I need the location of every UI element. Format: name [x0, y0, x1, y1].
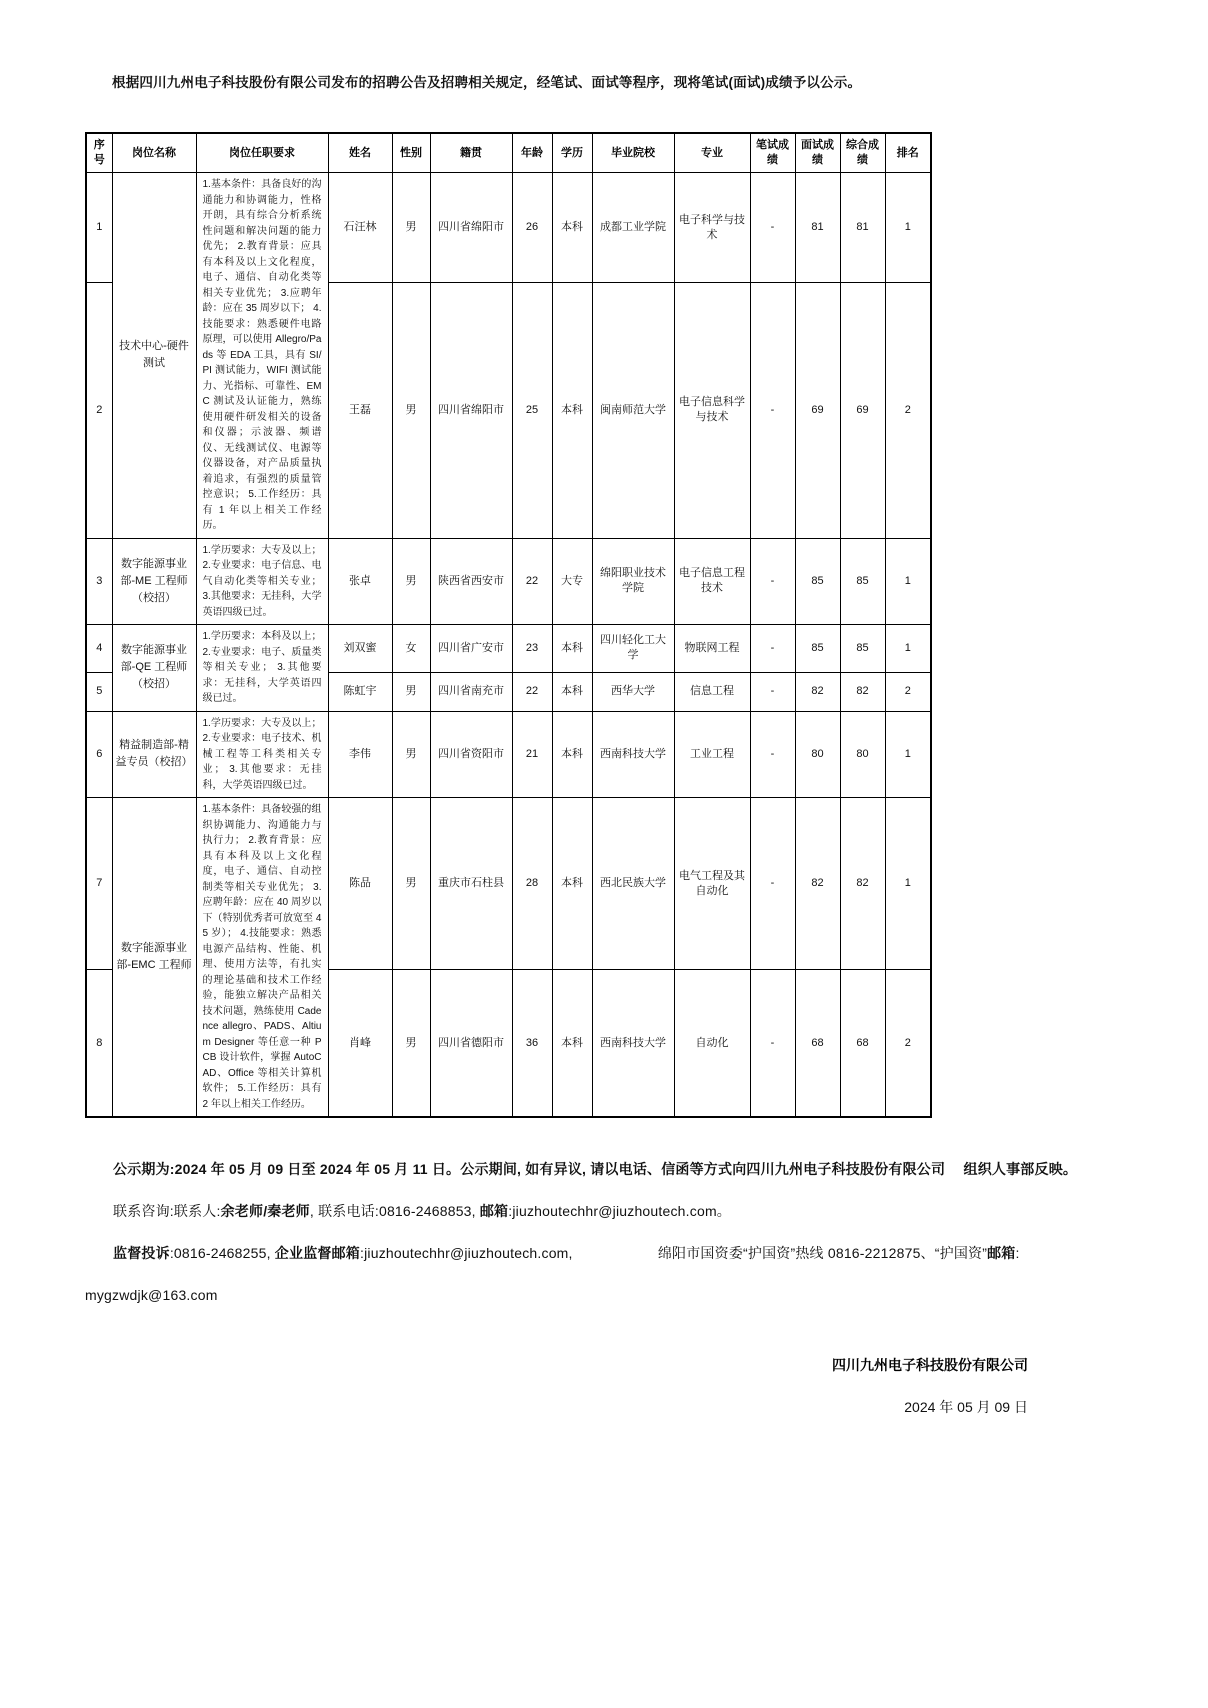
- cell-position: 数字能源事业部-EMC 工程师: [112, 798, 196, 1118]
- cell-hometown: 四川省德阳市: [430, 970, 512, 1117]
- cell-name: 王磊: [328, 283, 392, 538]
- supervision-email-line: mygzwdjk@163.com: [85, 1287, 218, 1303]
- cell-overall-score: 80: [840, 711, 885, 798]
- cell-rank: 1: [885, 173, 931, 283]
- col-school: 毕业院校: [592, 133, 674, 173]
- cell-degree: 本科: [552, 970, 592, 1117]
- cell-hometown: 四川省绵阳市: [430, 173, 512, 283]
- cell-degree: 本科: [552, 283, 592, 538]
- col-written-score: 笔试成绩: [750, 133, 795, 173]
- signature-block: [85, 1344, 1123, 1428]
- cell-school: 西南科技大学: [592, 711, 674, 798]
- cell-requirements: 1.基本条件：具备良好的沟通能力和协调能力，性格开朗，具有综合分析系统性问题和解决问题的能力优先； 2.教育背景：应具有本科及以上文化程度，电子、通信、自动化类等相关专业优先； 3.应聘年龄：应在 35 周岁以下； 4.技能要求：熟悉硬件电路原理，可以使用 Allegro/Pads 等 EDA 工具，具有 SI/PI 测试能力，WIFI 测试能力、光指标、可靠性、EMC 测试及认证能力，熟练使用硬件研发相关的设备和仪器；示波器、频谱仪、无线测试仪、电源等仪器设备，对产品质量执着追求，有强烈的质量管控意识； 5.工作经历：具有 1 年以上相关工作经历。: [196, 173, 328, 539]
- intro-paragraph: 根据四川九州电子科技股份有限公司发布的招聘公告及招聘相关规定，经笔试、面试等程序，现将笔试(面试)成绩予以公示。: [112, 75, 862, 90]
- cell-gender: 男: [392, 970, 430, 1117]
- publicity-period-paragraph: 公示期为:2024 年 05 月 09 日至 2024 年 05 月 11 日。公示期间, 如有异议, 请以电话、信函等方式向四川九州电子科技股份有限公司 组织人事部反映。: [113, 1161, 1078, 1177]
- cell-school: 绵阳职业技术学院: [592, 538, 674, 625]
- cell-age: 25: [512, 283, 552, 538]
- cell-hometown: 陕西省西安市: [430, 538, 512, 625]
- cell-name: 陈品: [328, 798, 392, 970]
- cell-gender: 男: [392, 798, 430, 970]
- cell-gender: 男: [392, 672, 430, 711]
- cell-name: 刘双蜜: [328, 625, 392, 673]
- cell-hometown: 四川省南充市: [430, 672, 512, 711]
- cell-school: 成都工业学院: [592, 173, 674, 283]
- cell-requirements: 1.学历要求：本科及以上； 2.专业要求：电子、质量类等相关专业； 3.其他要求：无挂科，大学英语四级已过。: [196, 625, 328, 712]
- cell-index: 3: [86, 538, 112, 625]
- cell-position: 数字能源事业部-ME 工程师（校招）: [112, 538, 196, 625]
- contact-persons: 余老师/秦老师: [220, 1203, 310, 1219]
- cell-age: 22: [512, 672, 552, 711]
- cell-index: 4: [86, 625, 112, 673]
- cell-major: 电气工程及其自动化: [674, 798, 750, 970]
- cell-interview-score: 82: [795, 798, 840, 970]
- cell-age: 26: [512, 173, 552, 283]
- cell-interview-score: 81: [795, 173, 840, 283]
- cell-position: 技术中心-硬件测试: [112, 173, 196, 539]
- cell-hometown: 四川省绵阳市: [430, 283, 512, 538]
- cell-name: 李伟: [328, 711, 392, 798]
- cell-index: 5: [86, 672, 112, 711]
- cell-age: 23: [512, 625, 552, 673]
- cell-name: 石汪林: [328, 173, 392, 283]
- cell-gender: 女: [392, 625, 430, 673]
- cell-rank: 1: [885, 538, 931, 625]
- cell-overall-score: 82: [840, 672, 885, 711]
- guardian-email-label: 邮箱: [987, 1245, 1016, 1261]
- contact-label: 联系咨询:联系人:: [113, 1203, 221, 1219]
- results-table: [85, 132, 932, 1118]
- col-age: 年龄: [512, 133, 552, 173]
- col-index: 序号: [86, 133, 112, 173]
- cell-overall-score: 85: [840, 625, 885, 673]
- col-position: 岗位名称: [112, 133, 196, 173]
- cell-major: 电子科学与技术: [674, 173, 750, 283]
- cell-major: 信息工程: [674, 672, 750, 711]
- cell-interview-score: 85: [795, 538, 840, 625]
- cell-hometown: 四川省广安市: [430, 625, 512, 673]
- col-gender: 性别: [392, 133, 430, 173]
- col-overall-score: 综合成绩: [840, 133, 885, 173]
- supervision-detail: :jiuzhoutechhr@jiuzhoutech.com, 绵阳市国资委“护国资”热线 0816-2212875、“护国资”: [360, 1245, 988, 1261]
- cell-degree: 本科: [552, 625, 592, 673]
- cell-requirements: 1.基本条件：具备较强的组织协调能力、沟通能力与执行力； 2.教育背景：应具有本科及以上文化程度，电子、通信、自动控制类等相关专业优先； 3.应聘年龄：应在 40 周岁以下（特别优秀者可放宽至 45 岁）； 4.技能要求：熟悉电源产品结构、性能、机理、使用方法等，有扎实的理论基础和技术工作经验，能独立解决产品相关技术问题，熟练使用 Cadence allegro、PADS、Altium Designer 等任意一种 PCB 设计软件，掌握 AutoCAD、Office 等相关计算机软件； 5.工作经历：具有 2 年以上相关工作经历。: [196, 798, 328, 1118]
- cell-school: 西南科技大学: [592, 970, 674, 1117]
- cell-overall-score: 69: [840, 283, 885, 538]
- cell-written-score: -: [750, 970, 795, 1117]
- cell-overall-score: 68: [840, 970, 885, 1117]
- cell-position: 精益制造部-精益专员（校招）: [112, 711, 196, 798]
- col-requirements: 岗位任职要求: [196, 133, 328, 173]
- cell-gender: 男: [392, 173, 430, 283]
- cell-age: 36: [512, 970, 552, 1117]
- table-row: [86, 711, 931, 798]
- guardian-email-colon: :: [1015, 1245, 1020, 1261]
- cell-written-score: -: [750, 711, 795, 798]
- cell-written-score: -: [750, 538, 795, 625]
- cell-interview-score: 69: [795, 283, 840, 538]
- cell-rank: 2: [885, 970, 931, 1117]
- contact-email: :jiuzhoutechhr@jiuzhoutech.com。: [508, 1203, 732, 1219]
- contact-email-label: 邮箱: [479, 1203, 509, 1219]
- contact-phone: , 联系电话:0816-2468853,: [309, 1203, 480, 1219]
- cell-age: 22: [512, 538, 552, 625]
- cell-gender: 男: [392, 711, 430, 798]
- cell-written-score: -: [750, 672, 795, 711]
- cell-name: 陈虹宇: [328, 672, 392, 711]
- cell-major: 电子信息科学与技术: [674, 283, 750, 538]
- cell-name: 肖峰: [328, 970, 392, 1117]
- cell-gender: 男: [392, 538, 430, 625]
- cell-rank: 2: [885, 283, 931, 538]
- cell-interview-score: 68: [795, 970, 840, 1117]
- cell-degree: 大专: [552, 538, 592, 625]
- cell-written-score: -: [750, 625, 795, 673]
- cell-index: 2: [86, 283, 112, 538]
- cell-hometown: 重庆市石柱县: [430, 798, 512, 970]
- supervision-email-label: 企业监督邮箱: [274, 1245, 360, 1261]
- cell-degree: 本科: [552, 672, 592, 711]
- table-row: [86, 625, 931, 673]
- cell-major: 自动化: [674, 970, 750, 1117]
- cell-rank: 1: [885, 711, 931, 798]
- table-row: [86, 798, 931, 970]
- cell-interview-score: 80: [795, 711, 840, 798]
- supervision-phone: :0816-2468255,: [169, 1245, 275, 1261]
- cell-interview-score: 85: [795, 625, 840, 673]
- cell-rank: 1: [885, 798, 931, 970]
- cell-age: 28: [512, 798, 552, 970]
- cell-rank: 1: [885, 625, 931, 673]
- cell-written-score: -: [750, 173, 795, 283]
- table-header-row: [86, 133, 931, 173]
- signature-date: 2024 年 05 月 09 日: [904, 1399, 1028, 1415]
- cell-overall-score: 81: [840, 173, 885, 283]
- cell-degree: 本科: [552, 173, 592, 283]
- cell-index: 7: [86, 798, 112, 970]
- table-row: [86, 538, 931, 625]
- supervision-label: 监督投诉: [113, 1245, 170, 1261]
- cell-school: 闽南师范大学: [592, 283, 674, 538]
- cell-requirements: 1.学历要求：大专及以上； 2.专业要求：电子技术、机械工程等工科类相关专业； 3.其他要求：无挂科，大学英语四级已过。: [196, 711, 328, 798]
- col-interview-score: 面试成绩: [795, 133, 840, 173]
- cell-overall-score: 85: [840, 538, 885, 625]
- contact-paragraph: [85, 1190, 1123, 1232]
- cell-written-score: -: [750, 283, 795, 538]
- cell-degree: 本科: [552, 711, 592, 798]
- footer: [85, 1148, 1123, 1428]
- cell-degree: 本科: [552, 798, 592, 970]
- company-signature: 四川九州电子科技股份有限公司: [832, 1357, 1028, 1373]
- cell-index: 1: [86, 173, 112, 283]
- col-name: 姓名: [328, 133, 392, 173]
- cell-major: 工业工程: [674, 711, 750, 798]
- cell-school: 西北民族大学: [592, 798, 674, 970]
- cell-interview-score: 82: [795, 672, 840, 711]
- cell-overall-score: 82: [840, 798, 885, 970]
- col-degree: 学历: [552, 133, 592, 173]
- col-major: 专业: [674, 133, 750, 173]
- cell-written-score: -: [750, 798, 795, 970]
- cell-requirements: 1.学历要求：大专及以上； 2.专业要求：电子信息、电气自动化类等相关专业； 3.其他要求：无挂科，大学英语四级已过。: [196, 538, 328, 625]
- cell-hometown: 四川省资阳市: [430, 711, 512, 798]
- col-rank: 排名: [885, 133, 931, 173]
- cell-name: 张卓: [328, 538, 392, 625]
- col-hometown: 籍贯: [430, 133, 512, 173]
- cell-school: 西华大学: [592, 672, 674, 711]
- cell-index: 8: [86, 970, 112, 1117]
- cell-age: 21: [512, 711, 552, 798]
- cell-rank: 2: [885, 672, 931, 711]
- cell-school: 四川轻化工大学: [592, 625, 674, 673]
- cell-position: 数字能源事业部-QE 工程师（校招）: [112, 625, 196, 712]
- supervision-paragraph: [85, 1232, 1123, 1274]
- table-row: [86, 173, 931, 283]
- cell-major: 物联网工程: [674, 625, 750, 673]
- cell-major: 电子信息工程技术: [674, 538, 750, 625]
- cell-index: 6: [86, 711, 112, 798]
- cell-gender: 男: [392, 283, 430, 538]
